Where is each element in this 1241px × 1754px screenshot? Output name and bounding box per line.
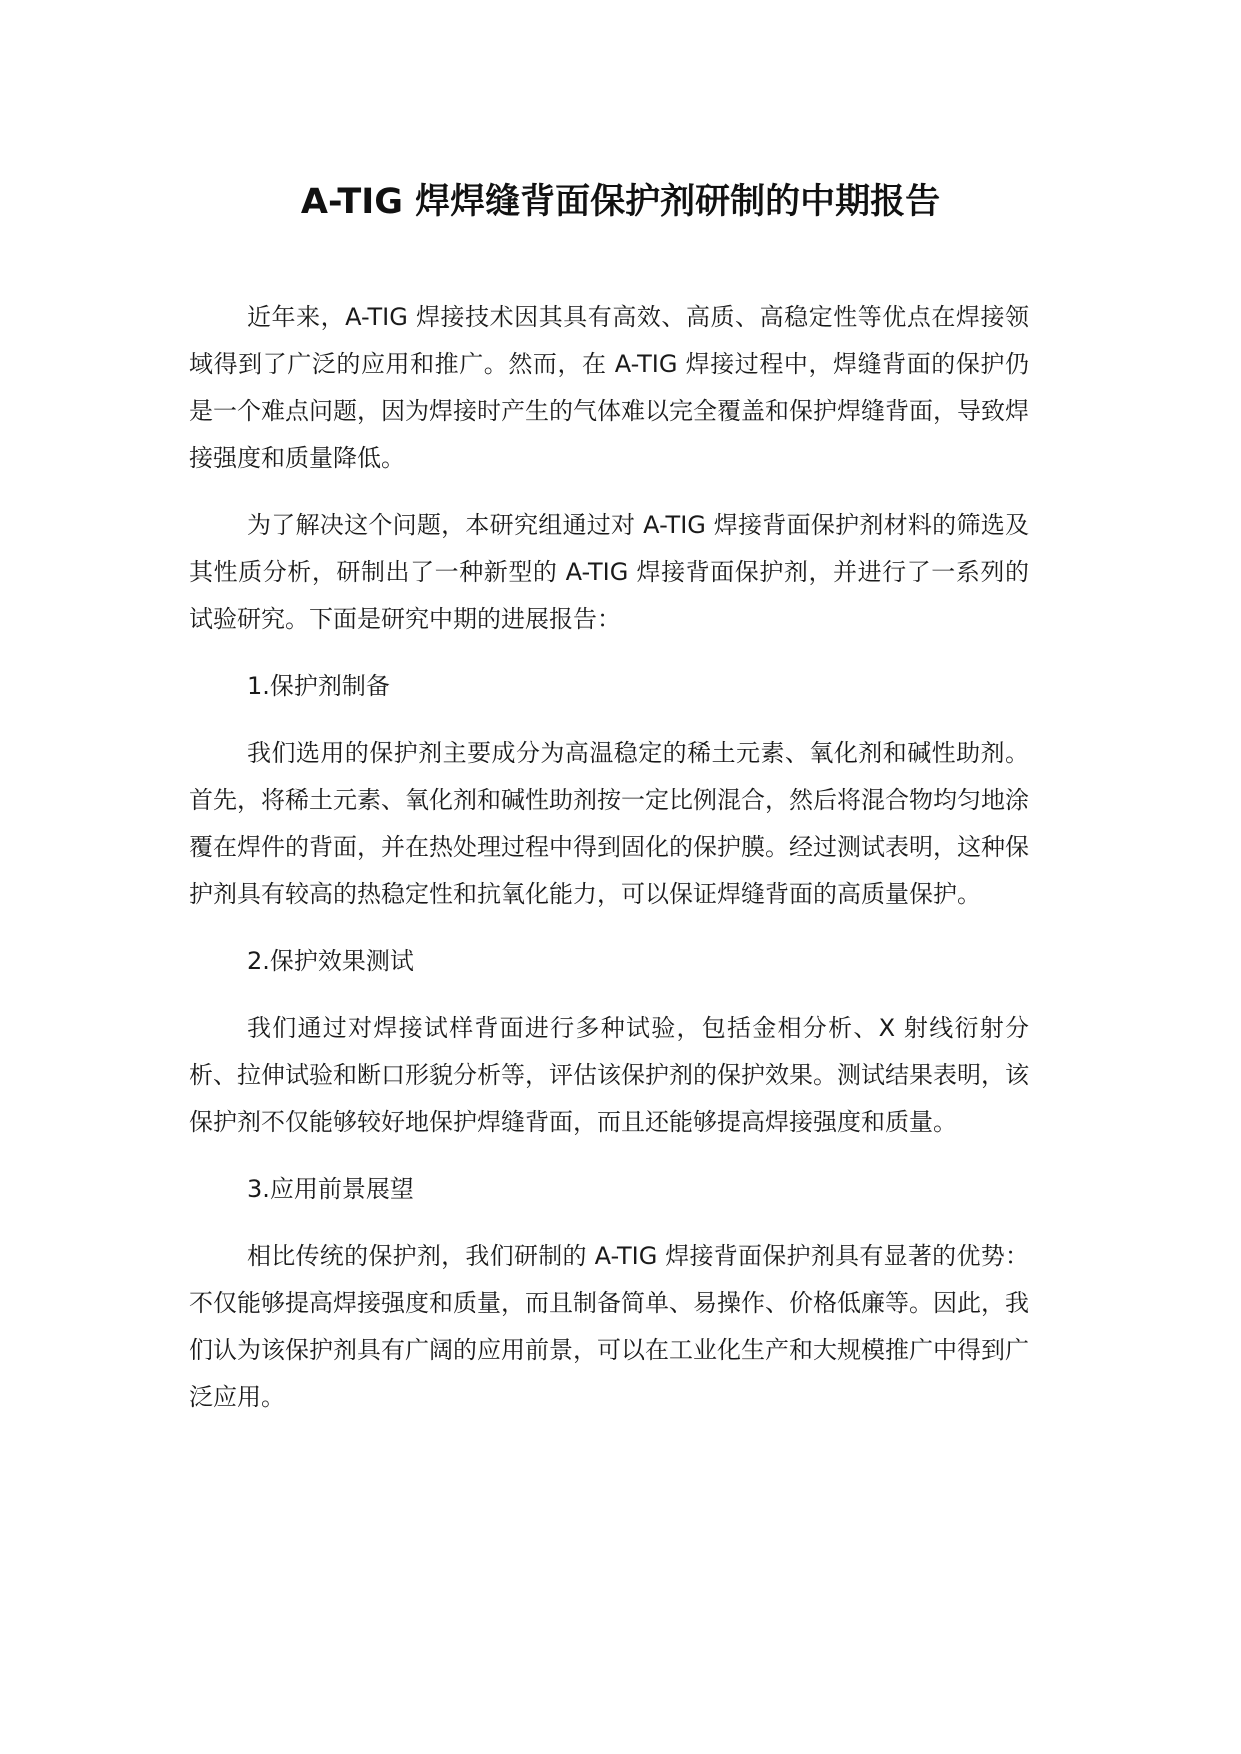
- testing-paragraph: 我们通过对焊接试样背面进行多种试验，包括金相分析、X 射线衍射分析、拉伸试验和断口形貌分析等，评估该保护剂的保护效果。测试结果表明，该保护剂不仅能够较好地保护焊缝背面，而且还能够提高焊接强度和质量。: [189, 1014, 1029, 1136]
- document-title: A-TIG 焊焊缝背面保护剂研制的中期报告: [300, 182, 941, 222]
- section-heading-preparation: 1.保护剂制备: [247, 672, 390, 700]
- purpose-paragraph: 为了解决这个问题，本研究组通过对 A-TIG 焊接背面保护剂材料的筛选及其性质分析，研制出了一种新型的 A-TIG 焊接背面保护剂，并进行了一系列的试验研究。下面是研究中期的进展报告：: [189, 511, 1029, 633]
- document-body: [189, 294, 1029, 1441]
- outlook-paragraph: 相比传统的保护剂，我们研制的 A-TIG 焊接背面保护剂具有显著的优势：不仅能够提高焊接强度和质量，而且制备简单、易操作、价格低廉等。因此，我们认为该保护剂具有广阔的应用前景，可以在工业化生产和大规模推广中得到广泛应用。: [189, 1242, 1029, 1411]
- section-heading-testing: 2.保护效果测试: [247, 947, 414, 975]
- section-heading-outlook: 3.应用前景展望: [247, 1175, 414, 1203]
- preparation-paragraph: 我们选用的保护剂主要成分为高温稳定的稀土元素、氧化剂和碱性助剂。首先，将稀土元素、氧化剂和碱性助剂按一定比例混合，然后将混合物均匀地涂覆在焊件的背面，并在热处理过程中得到固化的保护膜。经过测试表明，这种保护剂具有较高的热稳定性和抗氧化能力，可以保证焊缝背面的高质量保护。: [189, 739, 1029, 908]
- intro-paragraph: 近年来，A-TIG 焊接技术因其具有高效、高质、高稳定性等优点在焊接领域得到了广泛的应用和推广。然而，在 A-TIG 焊接过程中，焊缝背面的保护仍是一个难点问题，因为焊接时产生的气体难以完全覆盖和保护焊缝背面，导致焊接强度和质量降低。: [189, 303, 1029, 472]
